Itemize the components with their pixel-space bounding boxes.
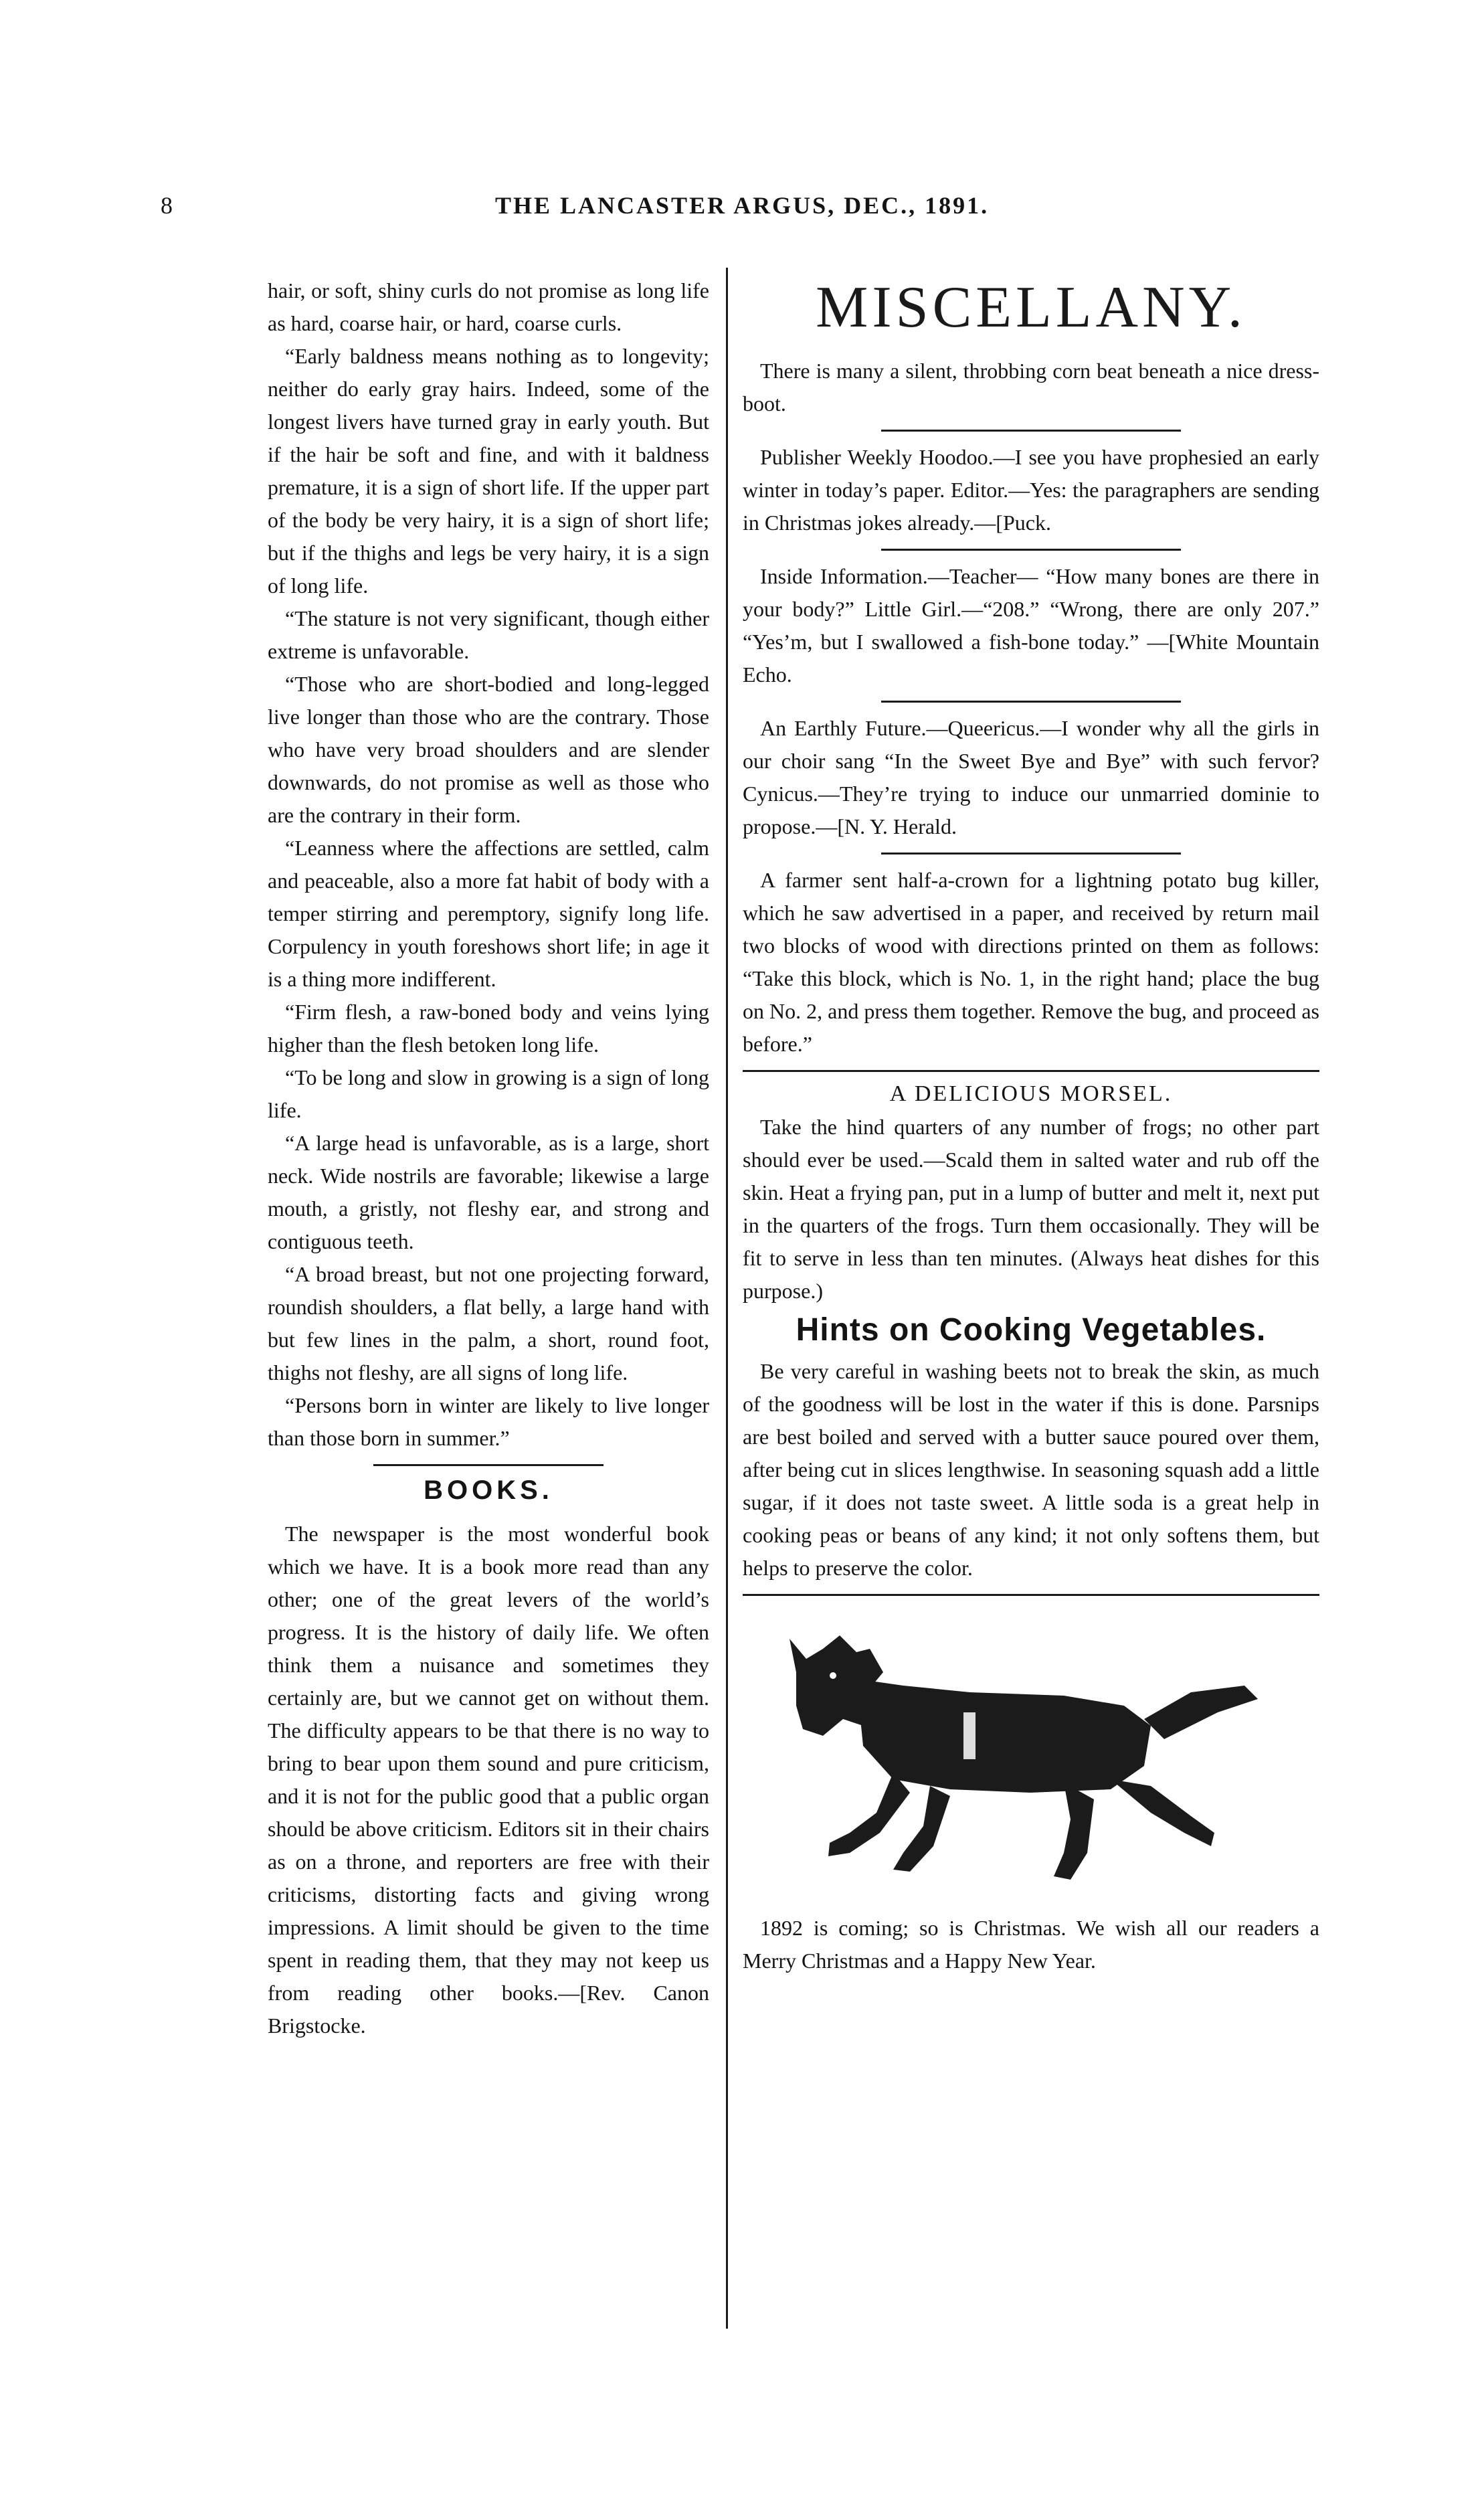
morsel-paragraph: Take the hind quarters of any number of frogs; no other part should ever be used.—Scald them in salted water and rub off the skin. Heat a frying pan, put in a lump of butter and melt it, next put in the quarters of the frogs. Turn them occasionally. They will be fit to serve in less than ten minutes. (Always heat dishes for this purpose.) [743,1115,1319,1303]
item-divider [881,430,1181,432]
longevity-paragraph: hair, or soft, shiny curls do not promise as long life as hard, coarse hair, or hard, coarse curls. [268,278,709,335]
misc-item: Inside Information.—Teacher— “How many bones are there in your body?” Little Girl.—“208.” “Wrong, there are only 207.” “Yes’m, but I swallowed a fish-bone today.” —[White Mountain Echo. [743,564,1319,687]
column-divider [726,268,728,2329]
item-divider [881,549,1181,551]
hints-paragraph: Be very careful in washing beets not to break the skin, as much of the goodness will be lost in the water if this is done. Parsnips are best boiled and served with a butter sauce poured over them, after being cut in slices lengthwise. In seasoning squash add a little sugar, if it does not taste sweet. A little soda is a great help in cooking peas or beans of any kind; it not only softens them, but helps to preserve the color. [743,1359,1319,1580]
longevity-paragraph: “A broad breast, but not one projecting forward, roundish shoulders, a flat belly, a large hand with but few lines in the palm, a short, round foot, thighs not fleshy, are all signs of long life. [268,1262,709,1384]
section-divider [743,1594,1319,1596]
longevity-paragraph: “Early baldness means nothing as to longevity; neither do early gray hairs. Indeed, some of the longest livers have turned gray in early youth. But if the hair be soft and fine, and with it baldness premature, it is a sign of short life. If the upper part of the body be very hairy, it is a sign of short life; but if the thighs and legs be very hairy, it is a sign of long life. [268,344,709,598]
misc-item: A farmer sent half-a-crown for a lightning potato bug killer, which he saw advertised in a paper, and received by return mail two blocks of wood with directions printed on them as follows: “Take this block, which is No. 1, in the right hand; place the bug on No. 2, and press them together. Remove the bug, and proceed as before.” [743,868,1319,1056]
miscellany-masthead: MISCELLANY. [816,275,1246,340]
section-divider [373,1464,603,1466]
misc-item: There is many a silent, throbbing corn beat beneath a nice dress-boot. [743,359,1319,416]
right-column [743,274,1319,1980]
page-number: 8 [161,192,175,219]
longevity-paragraph: “To be long and slow in growing is a sign of long life. [268,1065,709,1122]
newspaper-title: THE LANCASTER ARGUS, DEC., 1891. [495,192,990,219]
longevity-paragraph: “Firm flesh, a raw-boned body and veins lying higher than the flesh betoken long life. [268,1000,709,1057]
longevity-paragraph: “A large head is unfavorable, as is a large, short neck. Wide nostrils are favorable; likewise a large mouth, a gristly, not fleshy ear, and strong and contiguous teeth. [268,1131,709,1253]
left-column [268,274,709,2042]
closing-greeting: 1892 is coming; so is Christmas. We wish all our readers a Merry Christmas and a Happy New Year. [743,1916,1319,1973]
galloping-horse-icon [749,1612,1271,1893]
item-divider [881,853,1181,855]
longevity-paragraph: “Leanness where the affections are settled, calm and peaceable, also a more fat habit of body with a temper stirring and peremptory, signify long life. Corpulency in youth foreshows short life; in age it is a thing more indifferent. [268,836,709,991]
hints-heading: Hints on Cooking Vegetables. [796,1312,1267,1348]
item-divider [881,701,1181,703]
books-heading: BOOKS. [424,1475,553,1505]
longevity-paragraph: “The stature is not very significant, though either extreme is unfavorable. [268,606,709,663]
misc-item: An Earthly Future.—Queericus.—I wonder why all the girls in our choir sang “In the Sweet Bye and Bye” with such fervor? Cynicus.—They’re trying to induce our unmarried dominie to propose.—[N. Y. Herald. [743,716,1319,838]
section-divider [743,1070,1319,1072]
morsel-heading: A DELICIOUS MORSEL. [889,1081,1173,1106]
books-paragraph: The newspaper is the most wonderful book which we have. It is a book more read than any other; one of the great levers of the world’s progress. It is the history of daily life. We often think them a nuisance and sometimes they certainly are, but we cannot get on without them. The difficulty appears to be that there is no way to bring to bear upon them sound and pure criticism, and it is not for the public good that a public organ should be above criticism. Editors sit in their chairs as on a throne, and reporters are free with their criticisms, distorting facts and giving wrong impressions. A limit should be given to the time spent in reading them, that they may not keep us from reading other books.—[Rev. Canon Brigstocke. [268,1522,709,2038]
longevity-paragraph: “Persons born in winter are likely to live longer than those born in summer.” [268,1393,709,1450]
misc-item: Publisher Weekly Hoodoo.—I see you have prophesied an early winter in today’s paper. Editor.—Yes: the paragraphers are sending in Christmas jokes already.—[Puck. [743,445,1319,535]
longevity-paragraph: “Those who are short-bodied and long-legged live longer than those who are the contrary. Those who have very broad shoulders and are slender downwards, do not promise as well as those who are the contrary in their form. [268,672,709,827]
horse-illustration [743,1612,1319,1900]
